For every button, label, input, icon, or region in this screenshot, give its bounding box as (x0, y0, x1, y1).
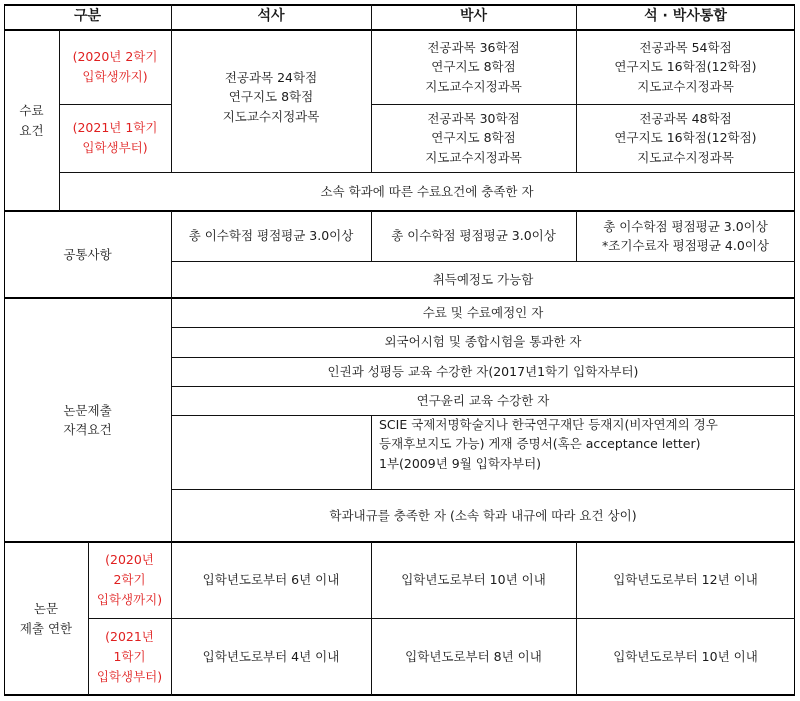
completion-period-2021 (59, 104, 171, 172)
completion-label-line1: 수료 (19, 103, 44, 119)
deadline-2021-line1: (2021년 (105, 628, 154, 644)
divider-line (59, 104, 171, 105)
divider-line (4, 29, 795, 31)
deadline-integrated-2021: 입학년도로부터 10년 이내 (613, 648, 758, 664)
completion-note: 소속 학과에 따른 수료요건에 충족한 자 (320, 183, 534, 199)
divider-line (171, 386, 795, 387)
doctor-2020-research: 연구지도 8학점 (431, 59, 516, 75)
divider-line (171, 261, 795, 262)
period-2020-line2: 입학생까지) (82, 69, 148, 84)
deadline-period-2021 (88, 618, 171, 695)
integrated-2021-credit: 전공과목 48학점 (639, 110, 732, 126)
integrated-2021-research: 연구지도 16학점(12학점) (614, 130, 757, 146)
completion-label (4, 30, 59, 211)
table-border-bottom (4, 694, 795, 696)
divider-line (59, 30, 60, 211)
thesis-item: 외국어시험 및 종합시험을 통과한 자 (384, 334, 582, 350)
completion-doctor-2020 (371, 30, 576, 104)
thesis-label-line1: 논문제출 (63, 402, 112, 418)
divider-line (371, 415, 372, 489)
common-integrated (576, 211, 795, 261)
divider-line (371, 104, 795, 105)
divider-line (171, 489, 795, 490)
table-border-left (4, 4, 5, 696)
header-integrated: 석 · 박사통합 (644, 8, 727, 25)
completion-period-2020 (59, 30, 171, 104)
common-integrated-gpa: 총 이수학점 평점평균 3.0이상 (603, 218, 768, 234)
deadline-integrated-2020: 입학년도로부터 12년 이내 (613, 572, 758, 588)
doctor-2020-assigned: 지도교수지정과목 (425, 78, 522, 94)
divider-line (371, 211, 372, 261)
deadline-doctor-2021: 입학년도로부터 8년 이내 (405, 648, 542, 664)
deadline-2020-line1: (2020년 (105, 552, 154, 567)
table-border-top (4, 4, 795, 6)
common-masters: 총 이수학점 평점평균 3.0이상 (188, 228, 354, 244)
integrated-2020-research: 연구지도 16학점(12학점) (614, 59, 757, 75)
integrated-2020-assigned: 지도교수지정과목 (637, 78, 734, 94)
divider-line (576, 542, 577, 695)
deadline-2020-line2: 2학기 (113, 572, 146, 587)
masters-credit: 전공과목 24학점 (224, 69, 318, 85)
divider-line (171, 4, 172, 172)
thesis-item: 연구윤리 교육 수강한 자 (416, 392, 550, 408)
header-category: 구분 (73, 8, 102, 25)
deadline-2020-line3: 입학생까지) (96, 592, 163, 607)
divider-line (171, 211, 172, 696)
header-masters: 석사 (257, 8, 285, 25)
common-integrated-early: *조기수료자 평점평균 4.0이상 (602, 238, 769, 253)
divider-line (4, 210, 795, 212)
masters-assigned: 지도교수지정과목 (222, 108, 320, 124)
completion-integrated-2021 (576, 104, 795, 172)
divider-line (371, 4, 372, 172)
header-doctor: 박사 (459, 8, 488, 25)
completion-label-line2: 요건 (19, 122, 44, 138)
thesis-scie (371, 415, 795, 489)
divider-line (171, 327, 795, 328)
integrated-2020-credit: 전공과목 54학점 (639, 39, 732, 55)
divider-line (171, 415, 795, 416)
deadline-label-line2: 제출 연한 (19, 620, 73, 636)
divider-line (4, 297, 795, 299)
divider-line (59, 172, 795, 173)
thesis-label-line2: 자격요건 (63, 422, 112, 437)
doctor-2021-research: 연구지도 8학점 (431, 130, 516, 146)
common-label: 공통사항 (63, 246, 112, 262)
deadline-masters-2020: 입학년도로부터 6년 이내 (202, 572, 340, 588)
deadline-masters-2021: 입학년도로부터 4년 이내 (202, 648, 340, 664)
thesis-scie-line2: 등재후보지도 가능) 게재 증명서(혹은 acceptance letter) (379, 436, 701, 452)
deadline-period-2020 (88, 542, 171, 618)
masters-research: 연구지도 8학점 (228, 89, 314, 105)
period-2021-line1: (2021년 1학기 (72, 120, 158, 135)
doctor-2021-credit: 전공과목 30학점 (427, 110, 520, 126)
divider-line (171, 357, 795, 358)
completion-integrated-2020 (576, 30, 795, 104)
period-2020-line1: (2020년 2학기 (72, 49, 158, 64)
integrated-2021-assigned: 지도교수지정과목 (637, 149, 734, 165)
deadline-label (4, 542, 88, 695)
divider-line (88, 618, 795, 619)
common-doctor: 총 이수학점 평점평균 3.0이상 (391, 228, 556, 244)
divider-line (576, 211, 577, 261)
divider-line (576, 4, 577, 172)
completion-masters (171, 30, 371, 172)
table-border-right (794, 4, 795, 696)
doctor-2021-assigned: 지도교수지정과목 (425, 149, 522, 165)
common-note: 취득예정도 가능함 (432, 271, 534, 287)
deadline-2021-line3: 입학생부터) (96, 668, 163, 684)
thesis-scie-line1: SCIE 국제저명학술지나 한국연구재단 등재지(비자연계의 경우 (379, 417, 718, 432)
divider-line (88, 542, 89, 695)
deadline-2021-line2: 1학기 (113, 648, 146, 664)
period-2021-line2: 입학생부터) (82, 140, 148, 155)
deadline-label-line1: 논문 (33, 601, 59, 617)
deadline-doctor-2020: 입학년도로부터 10년 이내 (401, 572, 546, 588)
divider-line (4, 541, 795, 543)
thesis-item: 수료 및 수료예정인 자 (422, 304, 544, 320)
thesis-scie-line3: 1부(2009년 9월 입학자부터) (379, 455, 542, 471)
thesis-label (4, 298, 171, 542)
completion-doctor-2021 (371, 104, 576, 172)
doctor-2020-credit: 전공과목 36학점 (427, 39, 520, 55)
thesis-dept: 학과내규를 충족한 자 (소속 학과 내규에 따라 요건 상이) (329, 507, 637, 523)
divider-line (371, 542, 372, 695)
thesis-item: 인권과 성평등 교육 수강한 자(2017년1학기 입학자부터) (327, 363, 639, 379)
